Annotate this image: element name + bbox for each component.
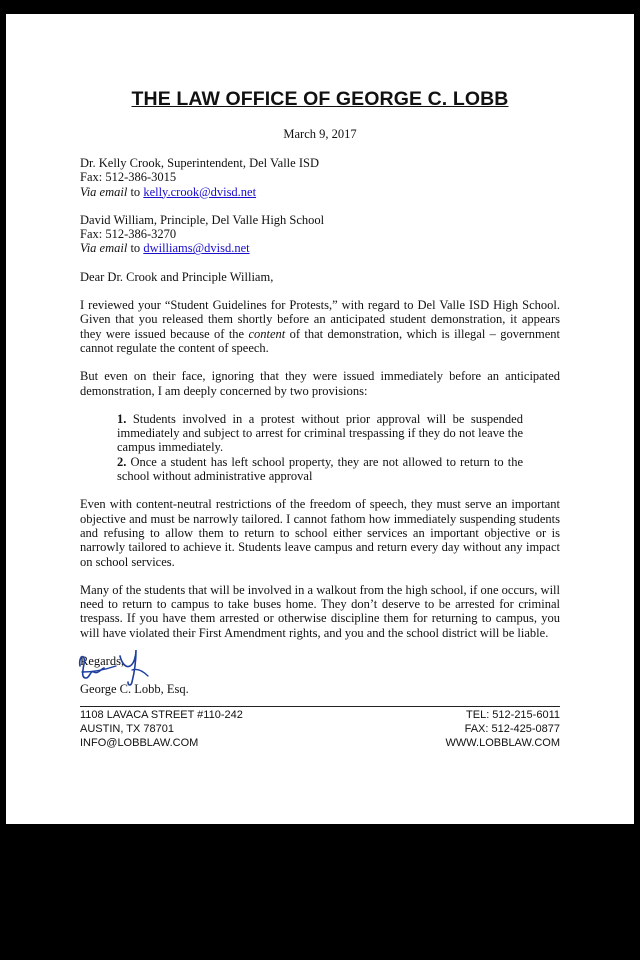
paragraph-liability: Many of the students that will be involved in a walkout from the high school, if one occurs, will need to return to campus to take buses home. They don’t deserve to be arrested for criminal trespass. If you have them arrested or otherwise discipline them for returning to campus, you will have violated their First Amendment rights, and you and the school district will be liable. bbox=[80, 582, 560, 640]
provisions-list bbox=[117, 412, 523, 483]
closing-regards: Regards, bbox=[80, 654, 125, 669]
recipient-via: Via email bbox=[80, 184, 128, 199]
footer-address-line2: AUSTIN, TX 78701 bbox=[80, 722, 174, 735]
recipient-email-link[interactable]: dwilliams@dvisd.net bbox=[143, 241, 250, 256]
signer-name: George C. Lobb, Esq. bbox=[80, 682, 189, 697]
recipient-via: Via email bbox=[80, 241, 128, 256]
closing-block bbox=[80, 654, 560, 697]
provision-number: 1. bbox=[117, 411, 127, 426]
recipient-fax: Fax: 512-386-3015 bbox=[80, 170, 177, 185]
provision-item bbox=[117, 412, 523, 455]
recipient-to: to bbox=[127, 241, 144, 256]
footer-row bbox=[80, 709, 560, 723]
recipient-name: Dr. Kelly Crook, Superintendent, Del Valle ISD bbox=[80, 156, 319, 170]
paragraph-text: of that demonstration, which is illegal – government cannot regulate the content of speech. bbox=[80, 326, 560, 355]
footer-web[interactable]: WWW.LOBBLAW.COM bbox=[445, 736, 560, 749]
provision-item bbox=[117, 455, 523, 484]
emphasis-text: content bbox=[248, 326, 286, 341]
recipient-email-link[interactable]: kelly.crook@dvisd.net bbox=[143, 184, 257, 199]
recipient-to: to bbox=[127, 184, 144, 199]
salutation: Dear Dr. Crook and Principle William, bbox=[80, 269, 274, 284]
footer-address-line1: 1108 LAVACA STREET #110-242 bbox=[80, 709, 243, 721]
provision-text: Students involved in a protest without prior approval will be suspended immediately and subject to arrest for criminal trespassing if they do not leave the campus immediately. bbox=[117, 411, 523, 455]
recipient-block bbox=[80, 213, 560, 256]
paragraph-content-based bbox=[80, 298, 560, 355]
footer-fax: FAX: 512-425-0877 bbox=[464, 722, 560, 735]
footer-row bbox=[80, 723, 560, 737]
footer-row bbox=[80, 737, 560, 751]
provision-number: 2. bbox=[117, 454, 127, 469]
letterhead-footer bbox=[80, 709, 560, 750]
provision-text: Once a student has left school property, they are not allowed to return to the school without administrative approval bbox=[117, 454, 523, 484]
paragraph-provisions-intro: But even on their face, ignoring that they were issued immediately before an anticipated demonstration, I am deeply concerned by two provisions: bbox=[80, 369, 560, 398]
recipient-block bbox=[80, 156, 560, 199]
letter-page bbox=[6, 14, 634, 824]
footer-divider bbox=[80, 706, 560, 707]
recipient-fax: Fax: 512-386-3270 bbox=[80, 227, 177, 242]
recipient-name: David William, Principle, Del Valle High School bbox=[80, 212, 325, 227]
handwritten-signature bbox=[76, 642, 156, 688]
footer-tel: TEL: 512-215-6011 bbox=[466, 709, 560, 721]
letter-body bbox=[80, 156, 560, 697]
letter-date: March 9, 2017 bbox=[283, 127, 357, 141]
paragraph-narrow-tailoring: Even with content-neutral restrictions of the freedom of speech, they must serve an important objective and must be narrowly tailored. I cannot fathom how immediately suspending students and refusing to allow them to return to school either services an important objective or is narrowly tailored to achieve it. Students leave campus and return every day without any impact on school services. bbox=[80, 497, 560, 569]
footer-email[interactable]: INFO@LOBBLAW.COM bbox=[80, 736, 199, 749]
letterhead-title: THE LAW OFFICE OF GEORGE C. LOBB bbox=[131, 88, 509, 110]
paragraph-text: I reviewed your “Student Guidelines for Protests,” with regard to Del Valle ISD High School. Given that you released them shortly before an anticipated student demonstration, it appears they were issued because of the bbox=[80, 298, 560, 341]
